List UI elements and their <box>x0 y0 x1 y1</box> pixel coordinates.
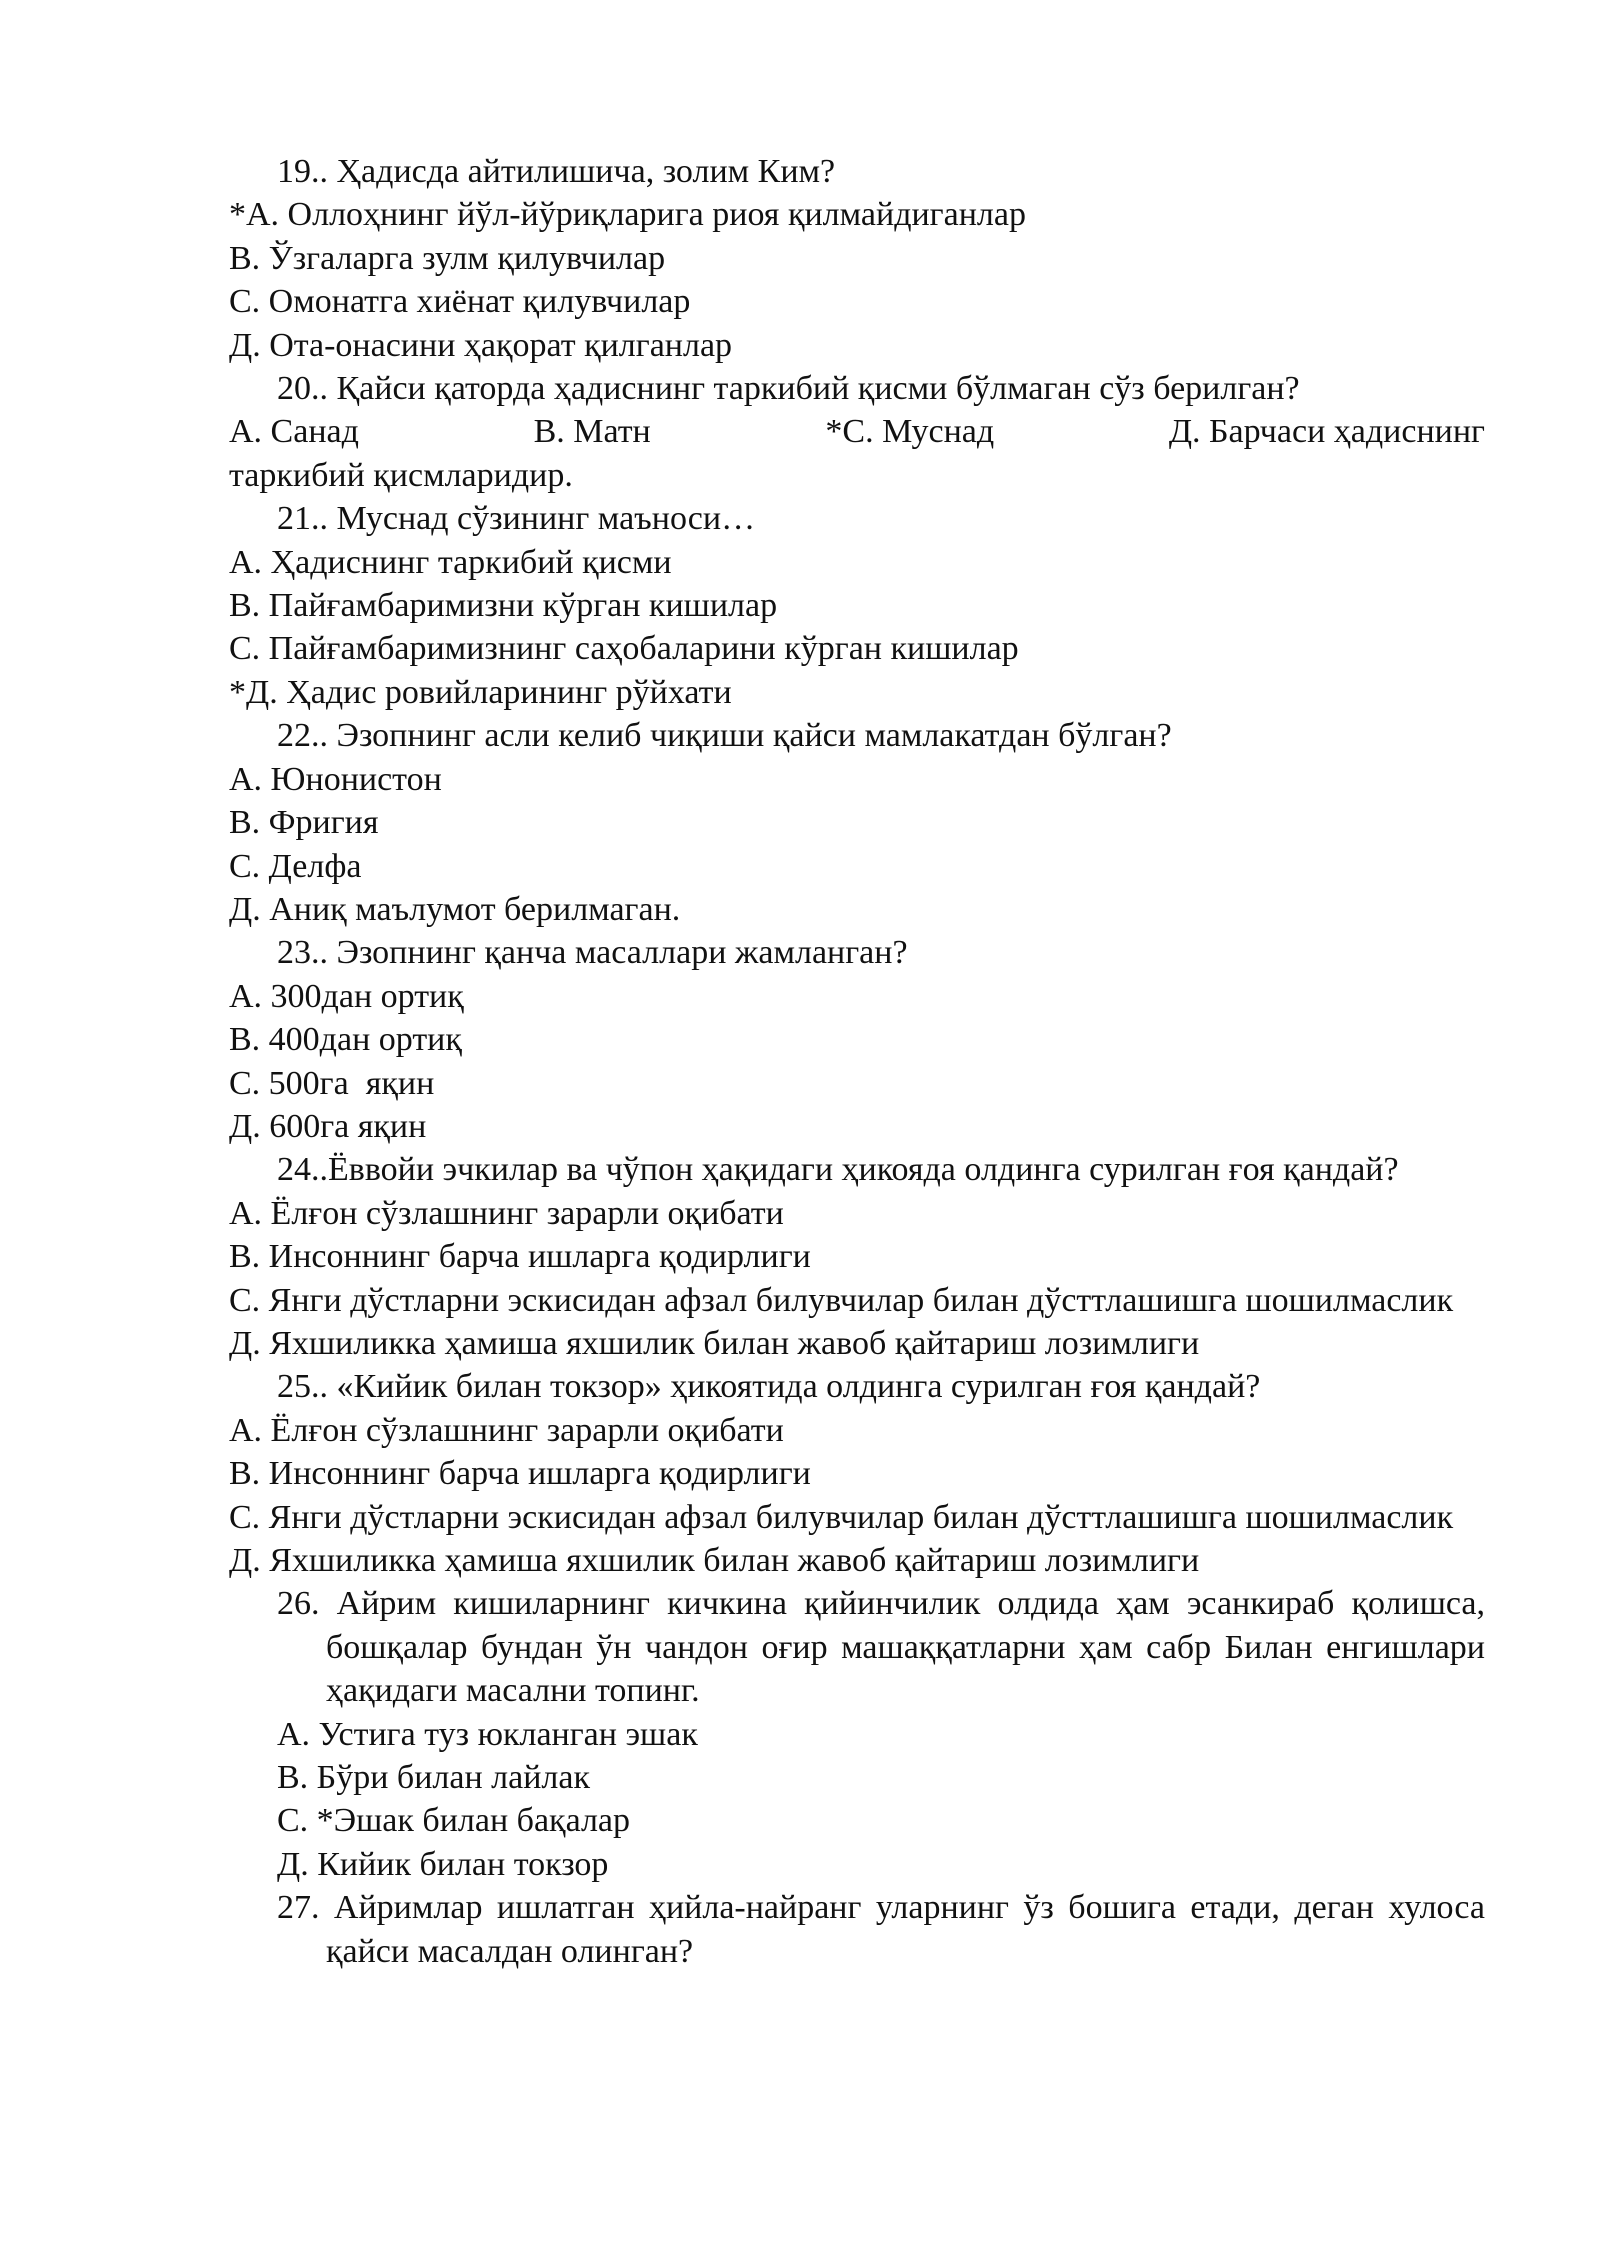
answer-option: *Д. Ҳадис ровийларининг рўйхати <box>229 673 732 711</box>
answer-option: В. Матн <box>533 413 651 451</box>
answer-option: Д. Яхшиликка ҳамиша яхшилик билан жавоб қайтариш лозимлиги <box>229 1324 1200 1362</box>
question-19: 19.. Ҳадисда айтилишича, золим Ким? <box>277 153 836 190</box>
question-22: 22.. Эзопнинг асли келиб чиқиши қайси мамлакатдан бўлган? <box>277 717 1172 755</box>
answer-option: С. *Эшак билан бақалар <box>277 1802 631 1840</box>
question-24: 24..Ёввойи эчкилар ва чўпон ҳақидаги ҳикояда олдинга сурилган ғоя қандай? <box>277 1151 1399 1189</box>
question-20: 20.. Қайси қаторда ҳадиснинг таркибий қисми бўлмаган сўз берилган? <box>277 370 1300 408</box>
answer-option: А. Санад <box>229 413 359 451</box>
answer-option: Д. Яхшиликка ҳамиша яхшилик билан жавоб қайтариш лозимлиги <box>229 1542 1200 1579</box>
answer-option: Д. Аниқ маълумот берилмаган. <box>229 890 681 928</box>
document-page <box>229 150 1485 1973</box>
question-21: 21.. Муснад сўзининг маъноси… <box>277 500 756 538</box>
answer-option: С. Янги дўстларни эскисидан афзал билувчилар билан дўсттлашишга шошилмаслик <box>229 1281 1454 1319</box>
answer-option: Д. Барчаси ҳадиснинг <box>1168 413 1485 451</box>
answer-option: С. 500га яқин <box>229 1064 435 1102</box>
answer-option: В. Инсоннинг барча ишларга қодирлиги <box>229 1455 811 1493</box>
answer-option: А. Устига туз юкланган эшак <box>277 1715 698 1753</box>
answer-option: Д. Кийик билан токзор <box>277 1845 609 1883</box>
answer-option: С. Делфа <box>229 847 362 885</box>
question-27: 27. Айримлар ишлатган ҳийла-найранг уларнинг ўз бошига етади, деган хулоса қайси масалдан олинган? <box>277 1889 1485 1970</box>
answer-options-row <box>229 410 1485 453</box>
answer-option: *С. Муснад <box>825 413 995 451</box>
answer-option: А. 300дан ортиқ <box>229 977 464 1015</box>
answer-option: А. Ёлғон сўзлашнинг зарарли оқибати <box>229 1194 784 1232</box>
answer-option: А. Ёлғон сўзлашнинг зарарли оқибати <box>229 1411 784 1449</box>
answer-option: В. Фригия <box>229 804 379 842</box>
answer-option: С. Пайғамбаримизнинг саҳобаларини кўрган кишилар <box>229 630 1019 668</box>
answer-option: В. Инсоннинг барча ишларга қодирлиги <box>229 1238 811 1276</box>
answer-option: В. Пайғамбаримизни кўрган кишилар <box>229 587 778 625</box>
answer-option: Д. 600га яқин <box>229 1107 427 1145</box>
answer-option: А. Юнонистон <box>229 760 442 798</box>
answer-option: С. Омонатга хиёнат қилувчилар <box>229 283 691 321</box>
answer-option: С. Янги дўстларни эскисидан афзал билувчилар билан дўсттлашишга шошилмаслик <box>229 1498 1454 1536</box>
answer-option: В. Бўри билан лайлак <box>277 1759 590 1797</box>
answer-option: Д. Ота-онасини ҳақорат қилганлар <box>229 326 733 364</box>
question-25: 25.. «Кийик билан токзор» ҳикоятида олдинга сурилган ғоя қандай? <box>277 1368 1261 1406</box>
answer-option: А. Ҳадиснинг таркибий қисми <box>229 543 672 581</box>
question-23: 23.. Эзопнинг қанча масаллари жамланган? <box>277 934 908 972</box>
answer-option: *А. Оллоҳнинг йўл-йўриқларига риоя қилмайдиганлар <box>229 196 1026 234</box>
answer-option: В. 400дан ортиқ <box>229 1021 462 1059</box>
question-26: 26. Айрим кишиларнинг кичкина қийинчилик олдида ҳам эсанкираб қолишса, бошқалар бундан ўн чандон оғир машаққатларни ҳам сабр Билан енгишлари ҳақидаги масални топинг. <box>277 1585 1485 1710</box>
answer-option-continuation: таркибий қисмларидир. <box>229 456 573 494</box>
answer-option: В. Ўзгаларга зулм қилувчилар <box>229 239 666 277</box>
